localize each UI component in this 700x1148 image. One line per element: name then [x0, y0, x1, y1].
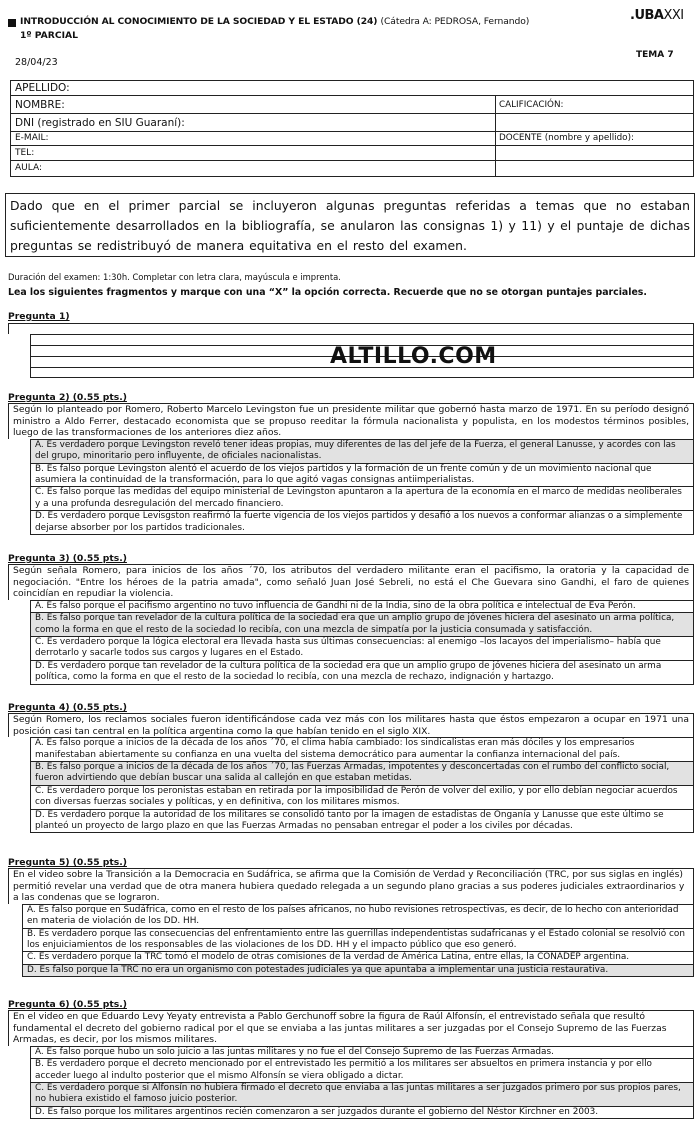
question-title: Pregunta 3) (0.55 pts.) [8, 553, 127, 564]
student-data-table [10, 80, 694, 177]
option-a[interactable]: A. Es falso porque a inicios de la década de los años ´70, el clima había cambiado: los sindicalistas eran más dóciles y los empresarios manifestaban abiertamente su confianza en una vuelta del sistema democrático para aumentar la confianza internacional del país. [31, 738, 693, 762]
option-b[interactable]: B. Es verdadero porque las consecuencias del enfrentamiento entre las guerrillas independentistas sudafricanas y el Estado colonial se resolvió con los enjuiciamientos de los responsables de las violaciones de los DD. HH y el impacto público que eso generó. [23, 929, 693, 953]
option-c[interactable]: C. Es verdadero porque la lógica electoral era llevada hasta sus últimas consecuencias: al enemigo –los lacayos del imperialismo– había que derrotarlo y sacarle todos sus cargos y lugares en el Estado. [31, 637, 693, 661]
uba-xxi-logo: .UBAXXI [630, 8, 684, 23]
question-4 [8, 702, 694, 833]
question-stem: Según señala Romero, para inicios de los años ´70, los atributos del verdadero militante eran el pacifismo, la oratoria y la capacidad de negociación. "Entre los héroes de la patria amada", como señaló Juan José Sebreli, no está el Che Guevara sino Gandhi, el faro de quienes coincidían en repudiar la violencia. [8, 564, 694, 600]
altillo-watermark: ALTILLO.COM [330, 344, 497, 369]
notice-box: Dado que en el primer parcial se incluyeron algunas preguntas referidas a temas que no estaban suficientemente desarrollados en la bibliografía, se anularon las consignas 1) y 11) y el puntaje de dichas preguntas se redistribuyó de manera equitativa en el resto del examen. [5, 193, 695, 257]
option-b[interactable]: B. Es falso porque tan revelador de la cultura política de la sociedad era que un amplio grupo de jóvenes hiciera del asesinato un arma política, como la forma en que el resto de la sociedad lo recibía, con una mezcla de simpatía por la justicia consumada y satisfacción. [31, 613, 693, 637]
option-b[interactable]: B. Es falso porque a inicios de la década de los años ´70, las Fuerzas Armadas, impotentes y desconcertadas con el rumbo del conflicto social, fueron advirtiendo que debían buscar una salida al callejón en que estaban metidas. [31, 762, 693, 786]
options-list [22, 904, 694, 977]
question-5 [8, 857, 694, 977]
option-a[interactable]: A. Es falso porque en Sudáfrica, como en el resto de los países africanos, no hubo revisiones retrospectivas, es decir, de lo hecho con anterioridad en materia de violación de los DD. HH. [23, 905, 693, 929]
calificacion-label: CALIFICACIÓN: [499, 100, 564, 110]
catedra: (Cátedra A: PEDROSA, Fernando) [380, 16, 530, 27]
question-stem: En el video en que Eduardo Levy Yeyaty entrevista a Pablo Gerchunoff sobre la figura de Raúl Alfonsín, el entrevistado señala que resultó fundamental el decreto del gobierno radical por el que se enviaba a las juntas militares a ser juzgadas por el Consejo Supremo de las Fuerzas Armadas, es decir, por los mismos militares. [8, 1010, 694, 1046]
question-3 [8, 553, 694, 685]
instructions-text: Lea los siguientes fragmentos y marque con una “X” la opción correcta. Recuerde que no se otorgan puntajes parciales. [8, 287, 647, 298]
question-title: Pregunta 5) (0.55 pts.) [8, 857, 127, 868]
option-d[interactable]: D. Es falso porque la TRC no era un organismo con potestades judiciales ya que apuntaba a implementar una justicia restaurativa. [23, 965, 693, 976]
question-stem: Según lo planteado por Romero, Roberto Marcelo Levingston fue un presidente militar que gobernó hasta marzo de 1971. En su período designó ministro a Aldo Ferrer, destacado economista que se propuso reeditar la fórmula nacionalista y populista, en los modestos términos posibles, luego de las transformaciones de los anteriores diez años. [8, 403, 694, 439]
exam-name: 1º PARCIAL [20, 30, 78, 41]
question-title: Pregunta 4) (0.55 pts.) [8, 702, 127, 713]
row-email[interactable]: E-MAIL: DOCENTE (nombre y apellido): [11, 132, 693, 146]
question-stem: En el video sobre la Transición a la Democracia en Sudáfrica, se afirma que la Comisión de Verdad y Reconciliación (TRC, por sus siglas en inglés) permitió revelar una verdad que de otra manera hubiera quedado relegada a un segundo plano gracias a sus poderes judiciales extraordinarios y a las condenas que se lograron. [8, 868, 694, 904]
row-tel[interactable]: TEL: [11, 146, 693, 161]
row-apellido[interactable]: APELLIDO: [11, 81, 693, 96]
option-d[interactable]: D. Es verdadero porque tan revelador de la cultura política de la sociedad era que un amplio grupo de jóvenes hiciera del asesinato un arma política, como la forma en que el resto de la sociedad lo recibía, con una mezcla de rechazo, indignación y hartazgo. [35, 660, 662, 683]
tema-label: TEMA 7 [636, 50, 674, 60]
option-c[interactable]: C. Es verdadero porque los peronistas estaban en retirada por la imposibilidad de Perón de volver del exilio, y por ello debían negociar acuerdos con diversas fuerzas sociales y políticas, y en definitiva, con los militares mismos. [31, 786, 693, 810]
duration-text: Duración del examen: 1:30h. Completar con letra clara, mayúscula e imprenta. [8, 272, 341, 282]
options-list [30, 1046, 694, 1119]
question-6 [8, 999, 694, 1119]
options-list [30, 737, 694, 833]
options-list [30, 600, 694, 685]
option-d[interactable]: D. Es verdadero porque la autoridad de los militares se consolidó tanto por la imagen de estadistas de Onganía y Lanusse que este último se planteó un proyecto de largo plazo en que las Fuerzas Armadas no pensaban entregar el poder a los civiles por décadas. [35, 809, 664, 832]
options-list [30, 439, 694, 535]
course-title: INTRODUCCIÓN AL CONOCIMIENTO DE LA SOCIEDAD Y EL ESTADO (24) (Cátedra A: PEDROSA, Fernando) [20, 16, 530, 27]
question-stem: Según Romero, los reclamos sociales fueron identificándose cada vez más con los militares hasta que éstos empezaron a ocupar en 1971 una posición casi tan central en la política argentina como la que habían tenido en el siglo XIX. [8, 713, 694, 737]
option-b[interactable]: B. Es verdadero porque el decreto mencionado por el entrevistado les permitió a los militares ser absueltos en primera instancia y por ello acceder luego al indulto posterior que el mismo Alfonsín se viera obligado a dictar. [31, 1059, 693, 1083]
docente-label: DOCENTE (nombre y apellido): [499, 133, 634, 143]
question-title: Pregunta 1) [8, 311, 70, 322]
bullet-square-icon [8, 19, 16, 27]
question-title: Pregunta 2) (0.55 pts.) [8, 392, 127, 403]
option-d[interactable]: D. Es verdadero porque Levisgston reafirmó la fuerte vigencia de los viejos partidos y desafió a los nuevos a conformar alianzas o a simplemente dejarse absorber por los partidos tradicionales. [35, 511, 683, 533]
option-c[interactable]: C. Es falso porque las medidas del equipo ministerial de Levingston apuntaron a la apertura de la economía en el marco de medidas neoliberales y a una profunda desregulación del mercado financiero. [31, 487, 693, 511]
option-a[interactable]: A. Es verdadero porque Levingston reveló tener ideas propias, muy diferentes de las del jefe de la Fuerza, el general Lanusse, y acordes con las del grupo, minoritario pero influyente, de oficiales nacionalistas. [31, 440, 693, 464]
row-nombre[interactable]: NOMBRE: CALIFICACIÓN: [11, 96, 693, 114]
option-b[interactable]: B. Es falso porque Levingston alentó el acuerdo de los viejos partidos y la formación de un frente común y de un movimiento nacional que asumiera la continuidad de la transformación, para lo que agitó vagas consignas antiimperialistas. [31, 464, 693, 488]
row-dni[interactable]: DNI (registrado en SIU Guaraní): [11, 114, 693, 132]
option-d[interactable]: D. Es falso porque los militares argentinos recién comenzaron a ser juzgados durante el gobierno del Néstor Kirchner en 2003. [35, 1106, 599, 1117]
option-a[interactable]: A. Es falso porque el pacifismo argentino no tuvo influencia de Gandhi ni de la India, sino de la obra política e intelectual de Eva Perón. [31, 601, 693, 613]
question-title: Pregunta 6) (0.55 pts.) [8, 999, 127, 1010]
option-a[interactable]: A. Es falso porque hubo un solo juicio a las juntas militares y no fue el del Consejo Supremo de las Fuerzas Armadas. [31, 1047, 693, 1059]
option-c[interactable]: C. Es verdadero porque la TRC tomó el modelo de otras comisiones de la verdad de América Latina, entre ellas, la CONADEP argentina. [23, 952, 693, 964]
question-2 [8, 392, 694, 535]
row-aula[interactable]: AULA: [11, 161, 693, 176]
exam-date: 28/04/23 [15, 57, 58, 68]
option-c[interactable]: C. Es verdadero porque si Alfonsín no hubiera firmado el decreto que enviaba a las juntas militares a ser juzgados primero por sus propios pares, no hubiera existido el famoso juicio posterior. [31, 1083, 693, 1107]
